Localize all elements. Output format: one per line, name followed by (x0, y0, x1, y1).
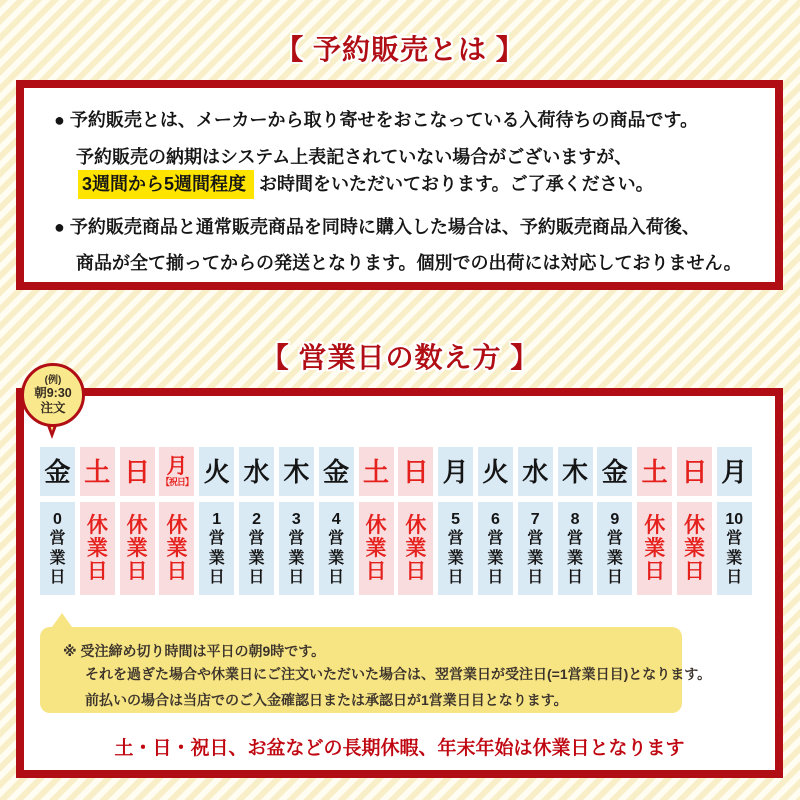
count-char: 営 (208, 530, 225, 547)
bubble-line2: 朝9:30 (34, 386, 72, 401)
count-char: 5 (451, 510, 461, 528)
note-line1: ※ 受注締め切り時間は平日の朝9時です。 (63, 643, 326, 659)
day-cell (40, 447, 75, 496)
calendar-column (438, 447, 473, 595)
day-label: 金 (601, 456, 628, 487)
count-cell (717, 502, 752, 595)
count-char: 営 (726, 530, 743, 547)
calendar (40, 447, 752, 595)
preorder-point1-line3 (78, 172, 654, 196)
count-char: 日 (606, 569, 623, 586)
day-label: 木 (562, 456, 589, 487)
count-char: 日 (447, 569, 464, 586)
holiday-footer-note: 土・日・祝日、お盆などの長期休暇、年末年始は休業日となります (114, 738, 685, 759)
count-char: 業 (684, 537, 705, 560)
calendar-column (159, 447, 194, 595)
calendar-column (637, 447, 672, 595)
count-char: 休 (644, 514, 666, 537)
day-cell (120, 447, 155, 496)
preorder-point2-line1: ● 予約販売商品と通常販売商品を同時に購入した場合は、予約販売商品入荷後、 (54, 217, 700, 237)
count-char: 業 (447, 549, 464, 567)
day-sublabel: 【祝日】 (160, 477, 193, 487)
note-line3: 前払いの場合は当店でのご入金確認日または承認日が1営業日目となります。 (85, 692, 568, 708)
count-char: 日 (288, 569, 305, 586)
day-label: 日 (681, 456, 708, 487)
count-char: 業 (487, 549, 504, 567)
count-char: 業 (49, 549, 66, 567)
count-char: 日 (49, 569, 66, 586)
count-cell (279, 502, 314, 595)
count-char: 業 (365, 537, 387, 560)
count-char: 休 (86, 514, 108, 537)
count-cell (159, 502, 194, 595)
calendar-column (398, 447, 433, 595)
count-char: 営 (567, 530, 584, 547)
day-label: 土 (362, 456, 389, 487)
calendar-column (80, 447, 115, 595)
count-char: 6 (490, 510, 500, 528)
calendar-column (478, 447, 513, 595)
day-label: 水 (243, 456, 270, 487)
calendar-column (558, 447, 593, 595)
count-char: 業 (726, 549, 743, 567)
count-char: 営 (487, 530, 504, 547)
count-char: 日 (126, 560, 148, 583)
count-cell (199, 502, 234, 595)
count-char: 営 (248, 530, 265, 547)
count-cell (677, 502, 712, 595)
count-char: 休 (365, 514, 387, 537)
count-cell (359, 502, 394, 595)
note-pointer-icon (52, 613, 72, 627)
day-cell (239, 447, 274, 496)
count-char: 日 (166, 560, 188, 583)
count-char: 休 (684, 514, 705, 537)
count-char: 7 (530, 510, 540, 528)
day-cell (319, 447, 354, 496)
day-label: 土 (641, 456, 668, 487)
count-cell (637, 502, 672, 595)
count-char: 業 (644, 537, 666, 560)
day-label: 火 (482, 456, 509, 487)
day-cell (677, 447, 712, 496)
count-char: 業 (86, 537, 108, 560)
count-char: 日 (487, 569, 504, 586)
day-cell (637, 447, 672, 496)
bubble-line1: (例) (44, 374, 62, 386)
count-char: 日 (86, 560, 108, 583)
count-char: 業 (166, 537, 188, 560)
count-char: 業 (567, 549, 584, 567)
section-title-business-days: 【 営業日の数え方 】 (260, 342, 540, 373)
count-cell (80, 502, 115, 595)
day-cell (518, 447, 553, 496)
count-char: 業 (606, 549, 623, 567)
preorder-point1-line2: 予約販売の納期はシステム上表記されていない場合がございますが、 (76, 147, 633, 167)
count-char: 営 (527, 530, 544, 547)
day-cell (159, 447, 194, 496)
business-days-box (16, 388, 783, 778)
count-char: 9 (610, 510, 620, 528)
count-char: 日 (527, 569, 544, 586)
count-char: 4 (331, 510, 341, 528)
day-cell (478, 447, 513, 496)
leadtime-highlight: 3週間から5週間程度 (78, 170, 254, 199)
count-char: 営 (447, 530, 464, 547)
count-char: 日 (684, 560, 705, 583)
count-char: 休 (405, 514, 427, 537)
count-char: 8 (570, 510, 580, 528)
count-cell (558, 502, 593, 595)
count-char: 日 (365, 560, 387, 583)
calendar-column (279, 447, 314, 595)
count-char: 3 (291, 510, 301, 528)
count-char: 日 (208, 569, 225, 586)
day-label: 日 (402, 456, 429, 487)
count-cell (120, 502, 155, 595)
day-label: 日 (124, 456, 151, 487)
count-char: 日 (726, 569, 743, 586)
section-title-preorder: 【 予約販売とは 】 (275, 34, 525, 65)
day-cell (199, 447, 234, 496)
count-char: 0 (53, 510, 62, 528)
preorder-point2-line2: 商品が全て揃ってからの発送となります。個別での出荷には対応しておりません。 (76, 253, 742, 273)
day-cell (717, 447, 752, 496)
count-char: 日 (644, 560, 666, 583)
count-char: 業 (248, 549, 265, 567)
count-char: 1 (212, 510, 222, 528)
count-cell (478, 502, 513, 595)
day-label: 月 (442, 456, 469, 487)
count-char: 業 (405, 537, 427, 560)
count-cell (398, 502, 433, 595)
count-char: 営 (49, 530, 66, 547)
order-deadline-note (40, 627, 712, 713)
day-cell (80, 447, 115, 496)
count-char: 日 (567, 569, 584, 586)
count-cell (40, 502, 75, 595)
count-char: 日 (248, 569, 265, 586)
day-label: 水 (522, 456, 549, 487)
count-char: 日 (405, 560, 427, 583)
count-cell (438, 502, 473, 595)
day-label: 月 (721, 456, 748, 487)
day-label: 月 (166, 455, 188, 478)
day-label: 金 (44, 456, 71, 487)
count-cell (597, 502, 632, 595)
day-label: 土 (84, 456, 111, 487)
calendar-column (199, 447, 234, 595)
count-char: 10 (725, 510, 744, 528)
count-char: 休 (126, 514, 148, 537)
calendar-column (597, 447, 632, 595)
day-label: 金 (323, 456, 350, 487)
count-char: 業 (288, 549, 305, 567)
preorder-point1-line3-rest: お時間をいただいております。ご了承ください。 (259, 174, 654, 194)
calendar-column (717, 447, 752, 595)
day-cell (558, 447, 593, 496)
day-cell (359, 447, 394, 496)
count-char: 2 (252, 510, 262, 528)
calendar-column (518, 447, 553, 595)
day-cell (597, 447, 632, 496)
example-order-bubble (21, 363, 85, 427)
count-char: 営 (328, 530, 345, 547)
preorder-point1-line1: ● 予約販売とは、メーカーから取り寄せをおこなっている入荷待ちの商品です。 (54, 110, 699, 130)
day-cell (279, 447, 314, 496)
count-char: 業 (208, 549, 225, 567)
count-char: 業 (126, 537, 148, 560)
day-cell (398, 447, 433, 496)
day-cell (438, 447, 473, 496)
count-cell (239, 502, 274, 595)
calendar-column (239, 447, 274, 595)
calendar-column (120, 447, 155, 595)
bubble-line3: 注文 (40, 400, 66, 415)
count-char: 営 (606, 530, 623, 547)
count-char: 日 (328, 569, 345, 586)
count-cell (518, 502, 553, 595)
calendar-column (359, 447, 394, 595)
day-label: 木 (283, 456, 310, 487)
count-char: 業 (527, 549, 544, 567)
calendar-column (677, 447, 712, 595)
count-cell (319, 502, 354, 595)
note-line2: それを過ぎた場合や休業日にご注文いただいた場合は、翌営業日が受注日(=1営業日目)となります。 (85, 666, 712, 682)
preorder-description-box (16, 80, 783, 290)
calendar-column (40, 447, 75, 595)
count-char: 休 (166, 514, 188, 537)
day-label: 火 (203, 456, 230, 487)
calendar-column (319, 447, 354, 595)
count-char: 営 (288, 530, 305, 547)
count-char: 業 (328, 549, 345, 567)
